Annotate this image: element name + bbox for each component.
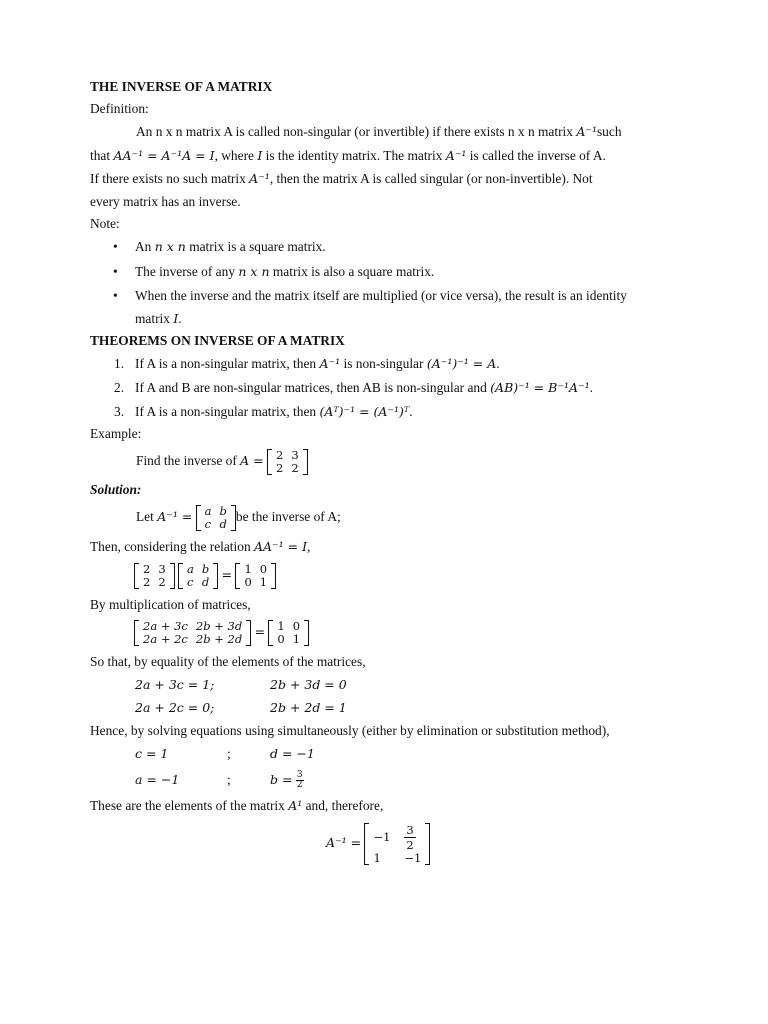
bullet-dot: • bbox=[113, 288, 118, 303]
separator: ; bbox=[227, 746, 231, 761]
theorems-heading: THEOREMS ON INVERSE OF A MATRIX bbox=[90, 333, 345, 348]
equality-line: So that, by equality of the elements of the matrices, bbox=[90, 654, 366, 669]
separator: ; bbox=[227, 772, 231, 787]
bullet-dot: • bbox=[113, 264, 118, 279]
solution-let-line: Let A⁻¹ = a b c d be the inverse of A; bbox=[136, 503, 341, 531]
equation: 2a + 3c = 1; bbox=[135, 677, 215, 692]
solution-value: d = −1 bbox=[270, 746, 315, 761]
inverse-result-matrix: −1 $\frac{3}{2}$ 1 −1 bbox=[364, 823, 430, 865]
identity-matrix: 1 0 0 1 bbox=[235, 563, 276, 589]
solution-value: a = −1 bbox=[135, 772, 180, 787]
equation: 2b + 3d = 0 bbox=[270, 677, 347, 692]
example-statement: Find the inverse of A = 2 3 2 2 bbox=[136, 446, 308, 476]
definition-line-1: An n x n matrix A is called non-singular (or invertible) if there exists n x n matrix A⁻¹such bbox=[136, 124, 622, 139]
relation-line: Then, considering the relation AA⁻¹ = I, bbox=[90, 539, 311, 554]
matrix-inverse-symbolic: a b c d bbox=[196, 505, 236, 531]
matrix-inverse-symbolic: a b c d bbox=[178, 563, 218, 589]
list-number: 1. bbox=[114, 356, 125, 371]
document-page: THE INVERSE OF A MATRIX Definition: An n x n matrix A is called non-singular (or invertible) if there exists n x n matrix A⁻¹such that AA⁻¹ = A⁻¹A = I, where I is the identity matrix. The matrix A⁻¹ is called the inverse of A. If there exists no such matrix A⁻¹, then the matrix A is called singular (or non-invertible). Not every matrix has an inverse. Note: • An n x n matrix is a square matrix. • The inverse of any n x n matrix is also a square matrix. • When the inverse and the matrix itself are multiplied (or vice versa), the result is an identity matrix I. THEOREMS ON INVERSE OF A MATRIX 1. If A is a non-singular matrix, then A⁻¹ is non-singular (A⁻¹)⁻¹ = A. 2. If A and B are non-singular matrices, then AB is non-singular and (AB)⁻¹ = B⁻¹A⁻¹. 3. If A is a non-singular matrix, then (Aᵀ)⁻¹ = (A⁻¹)ᵀ. Example: Find the inverse of A = 2 3 2 2 Solution: Let A⁻¹ = a b c d be the inverse of A; Then, considering the relation AA⁻¹ = I, 2 3 2 2 a b c d = 1 0 0 1 By multiplication of matrices, 2a + 3c 2b + 3d 2a + 2c 2b + 2d = 1 0 0 1 So that, by equality of the elements of the matrices, 2a + 3c = 1; 2b + 3d = 0 2a + 2c = 0; 2b + 2d = 1 Hence, by solving equations using simultaneously (either by elimination or substitution method), c = 1 ; d = −1 a = −1 ; b = $\frac{3}{2}$ These are the elements of the matrix A¹ and, therefore, A⁻¹ = −1 $\frac{3}{2}$ 1 −1 bbox=[90, 79, 627, 865]
fraction: $\frac{3}{2}$ bbox=[296, 770, 303, 791]
equation: 2a + 2c = 0; bbox=[135, 700, 215, 715]
identity-matrix: 1 0 0 1 bbox=[268, 620, 309, 646]
matrix-equation-1: 2 3 2 2 a b c d = 1 0 0 1 bbox=[134, 560, 276, 590]
definition-line-4: every matrix has an inverse. bbox=[90, 194, 241, 209]
list-number: 2. bbox=[114, 380, 125, 395]
product-matrix: 2a + 3c 2b + 3d 2a + 2c 2b + 2d bbox=[134, 620, 251, 646]
matrix-a: 2 3 2 2 bbox=[134, 563, 175, 589]
solution-value: b = $\frac{3}{2}$ bbox=[270, 770, 303, 791]
fraction: $\frac{3}{2}$ bbox=[406, 822, 414, 852]
matrix-equation-2: 2a + 3c 2b + 3d 2a + 2c 2b + 2d = 1 0 0 1 bbox=[134, 617, 309, 647]
note-label: Note: bbox=[90, 216, 120, 231]
definition-line-2: that AA⁻¹ = A⁻¹A = I, where I is the identity matrix. The matrix A⁻¹ is called the inverse of A. bbox=[90, 148, 606, 163]
solution-label: Solution: bbox=[90, 482, 142, 497]
definition-line-3: If there exists no such matrix A⁻¹, then the matrix A is called singular (or non-invertible). Not bbox=[90, 171, 593, 186]
elements-line: These are the elements of the matrix A¹ and, therefore, bbox=[90, 798, 384, 813]
page-title: THE INVERSE OF A MATRIX bbox=[90, 79, 273, 94]
multiplication-line: By multiplication of matrices, bbox=[90, 597, 251, 612]
equation: 2b + 2d = 1 bbox=[270, 700, 347, 715]
matrix-a: 2 3 2 2 bbox=[267, 449, 308, 475]
hence-line: Hence, by solving equations using simultaneously (either by elimination or substitution method), bbox=[90, 723, 610, 738]
bullet-dot: • bbox=[113, 239, 118, 254]
list-number: 3. bbox=[114, 404, 125, 419]
example-label: Example: bbox=[90, 426, 142, 441]
solution-value: c = 1 bbox=[135, 746, 169, 761]
definition-label: Definition: bbox=[90, 101, 149, 116]
final-inverse-matrix: A⁻¹ = −1 $\frac{3}{2}$ 1 −1 bbox=[326, 820, 430, 866]
